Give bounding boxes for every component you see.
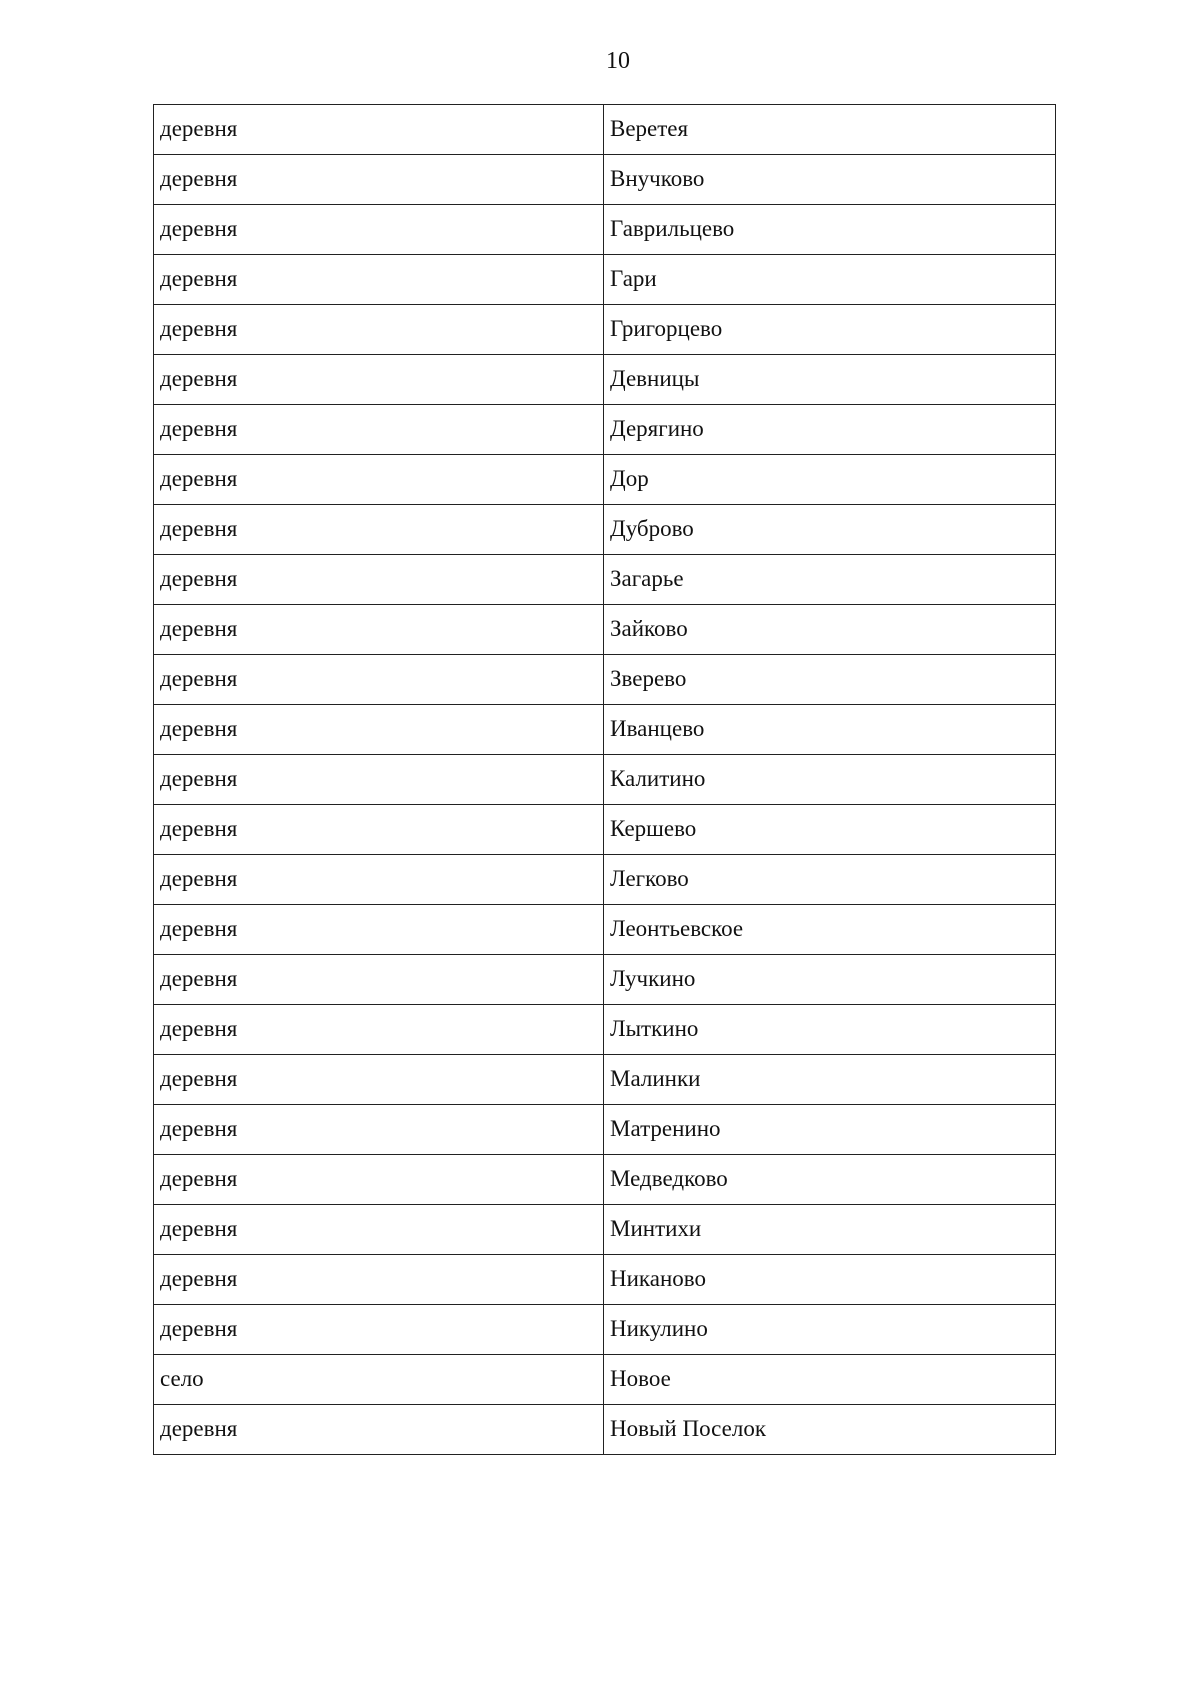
settlement-type-cell xyxy=(154,955,604,1005)
settlement-name-cell xyxy=(604,205,1056,255)
table-row xyxy=(154,1305,1056,1355)
settlement-type-cell xyxy=(154,405,604,455)
table-row xyxy=(154,1205,1056,1255)
settlement-name-cell xyxy=(604,1155,1056,1205)
settlement-type: деревня xyxy=(160,1416,238,1441)
table-row xyxy=(154,355,1056,405)
settlement-type: деревня xyxy=(160,416,238,441)
table-row xyxy=(154,1005,1056,1055)
settlement-name-cell xyxy=(604,705,1056,755)
table-row xyxy=(154,655,1056,705)
settlement-type: деревня xyxy=(160,566,238,591)
settlement-type-cell xyxy=(154,255,604,305)
settlement-name-cell xyxy=(604,155,1056,205)
settlement-type-cell xyxy=(154,1255,604,1305)
settlement-type-cell xyxy=(154,655,604,705)
settlement-type: деревня xyxy=(160,166,238,191)
settlement-name-cell xyxy=(604,505,1056,555)
settlement-type: деревня xyxy=(160,866,238,891)
table-row xyxy=(154,305,1056,355)
settlement-name: Лучкино xyxy=(610,966,696,991)
settlement-name-cell xyxy=(604,105,1056,155)
settlement-name: Никаново xyxy=(610,1266,706,1291)
settlement-name-cell xyxy=(604,1005,1056,1055)
settlement-name-cell xyxy=(604,1205,1056,1255)
settlement-name: Григорцево xyxy=(610,316,723,341)
settlement-type: деревня xyxy=(160,266,238,291)
settlement-type: деревня xyxy=(160,1116,238,1141)
settlement-name-cell xyxy=(604,1105,1056,1155)
settlement-type: деревня xyxy=(160,316,238,341)
settlement-type: деревня xyxy=(160,966,238,991)
settlement-type-cell xyxy=(154,805,604,855)
settlement-type: деревня xyxy=(160,1216,238,1241)
settlement-type-cell xyxy=(154,1155,604,1205)
table-row xyxy=(154,1105,1056,1155)
settlement-type-cell xyxy=(154,155,604,205)
settlement-name-cell xyxy=(604,355,1056,405)
settlement-type: деревня xyxy=(160,216,238,241)
settlement-type-cell xyxy=(154,705,604,755)
settlement-name-cell xyxy=(604,855,1056,905)
settlement-type-cell xyxy=(154,1405,604,1455)
settlement-name-cell xyxy=(604,305,1056,355)
settlement-type: деревня xyxy=(160,816,238,841)
settlement-name-cell xyxy=(604,1355,1056,1405)
settlement-name: Леонтьевское xyxy=(610,916,744,941)
settlement-name-cell xyxy=(604,1305,1056,1355)
table-row xyxy=(154,255,1056,305)
table-row xyxy=(154,955,1056,1005)
settlement-type: деревня xyxy=(160,1166,238,1191)
settlement-type: деревня xyxy=(160,716,238,741)
settlement-name: Минтихи xyxy=(610,1216,702,1241)
table-row xyxy=(154,455,1056,505)
table-row xyxy=(154,605,1056,655)
settlement-type: деревня xyxy=(160,1016,238,1041)
settlement-name-cell xyxy=(604,955,1056,1005)
settlement-name: Новый Поселок xyxy=(610,1416,767,1441)
table-row xyxy=(154,1255,1056,1305)
settlement-type: деревня xyxy=(160,616,238,641)
settlement-type-cell xyxy=(154,1305,604,1355)
table-row xyxy=(154,405,1056,455)
settlement-name: Зайково xyxy=(610,616,688,641)
settlement-type-cell xyxy=(154,1205,604,1255)
settlement-name: Медведково xyxy=(610,1166,728,1191)
settlement-type: деревня xyxy=(160,666,238,691)
table-row xyxy=(154,1055,1056,1105)
table-row xyxy=(154,505,1056,555)
settlement-name: Внучково xyxy=(610,166,705,191)
settlement-name: Зверево xyxy=(610,666,687,691)
settlement-name-cell xyxy=(604,1055,1056,1105)
settlement-type-cell xyxy=(154,1055,604,1105)
settlement-name-cell xyxy=(604,755,1056,805)
settlement-type-cell xyxy=(154,1005,604,1055)
settlement-type: деревня xyxy=(160,766,238,791)
table-row xyxy=(154,905,1056,955)
table-row xyxy=(154,1405,1056,1455)
settlement-type: деревня xyxy=(160,466,238,491)
settlement-type: деревня xyxy=(160,1316,238,1341)
settlement-name-cell xyxy=(604,255,1056,305)
table-row xyxy=(154,1355,1056,1405)
settlement-type-cell xyxy=(154,105,604,155)
settlement-name-cell xyxy=(604,455,1056,505)
settlement-type-cell xyxy=(154,1355,604,1405)
settlement-name: Никулино xyxy=(610,1316,708,1341)
settlement-type-cell xyxy=(154,1105,604,1155)
settlement-name: Дерягино xyxy=(610,416,704,441)
settlement-type-cell xyxy=(154,755,604,805)
settlements-table xyxy=(153,104,1056,1455)
table-row xyxy=(154,105,1056,155)
settlement-type-cell xyxy=(154,855,604,905)
settlement-name-cell xyxy=(604,905,1056,955)
settlement-type-cell xyxy=(154,505,604,555)
settlement-name: Легково xyxy=(610,866,689,891)
settlement-name-cell xyxy=(604,1405,1056,1455)
settlement-name-cell xyxy=(604,405,1056,455)
settlement-type: деревня xyxy=(160,366,238,391)
page-number: 10 xyxy=(606,48,630,74)
table-row xyxy=(154,555,1056,605)
settlement-name: Девницы xyxy=(610,366,700,391)
settlement-name-cell xyxy=(604,555,1056,605)
settlement-type: село xyxy=(160,1366,204,1391)
table-row xyxy=(154,805,1056,855)
settlement-name-cell xyxy=(604,605,1056,655)
table-row xyxy=(154,155,1056,205)
settlement-name: Загарье xyxy=(610,566,684,591)
settlement-type-cell xyxy=(154,205,604,255)
settlement-name: Гаврильцево xyxy=(610,216,735,241)
settlement-type-cell xyxy=(154,555,604,605)
table-row xyxy=(154,1155,1056,1205)
table-row xyxy=(154,705,1056,755)
settlement-name: Кершево xyxy=(610,816,697,841)
table-row xyxy=(154,205,1056,255)
settlement-type-cell xyxy=(154,905,604,955)
settlement-name: Матренино xyxy=(610,1116,721,1141)
settlement-name: Дуброво xyxy=(610,516,694,541)
settlement-type: деревня xyxy=(160,1266,238,1291)
settlement-type-cell xyxy=(154,605,604,655)
settlement-name-cell xyxy=(604,1255,1056,1305)
settlement-name: Веретея xyxy=(610,116,689,141)
settlement-name: Калитино xyxy=(610,766,706,791)
table-row xyxy=(154,755,1056,805)
settlement-type: деревня xyxy=(160,916,238,941)
table-row xyxy=(154,855,1056,905)
settlement-name: Новое xyxy=(610,1366,671,1391)
settlement-name-cell xyxy=(604,655,1056,705)
settlement-name: Лыткино xyxy=(610,1016,699,1041)
settlement-name: Малинки xyxy=(610,1066,701,1091)
settlement-type-cell xyxy=(154,455,604,505)
settlement-type: деревня xyxy=(160,116,238,141)
settlement-name: Дор xyxy=(610,466,649,491)
settlement-name: Гари xyxy=(610,266,657,291)
settlements-table-body xyxy=(154,105,1056,1455)
settlement-type: деревня xyxy=(160,516,238,541)
settlement-type-cell xyxy=(154,305,604,355)
settlement-name-cell xyxy=(604,805,1056,855)
settlement-type: деревня xyxy=(160,1066,238,1091)
settlement-name: Иванцево xyxy=(610,716,705,741)
settlement-type-cell xyxy=(154,355,604,405)
